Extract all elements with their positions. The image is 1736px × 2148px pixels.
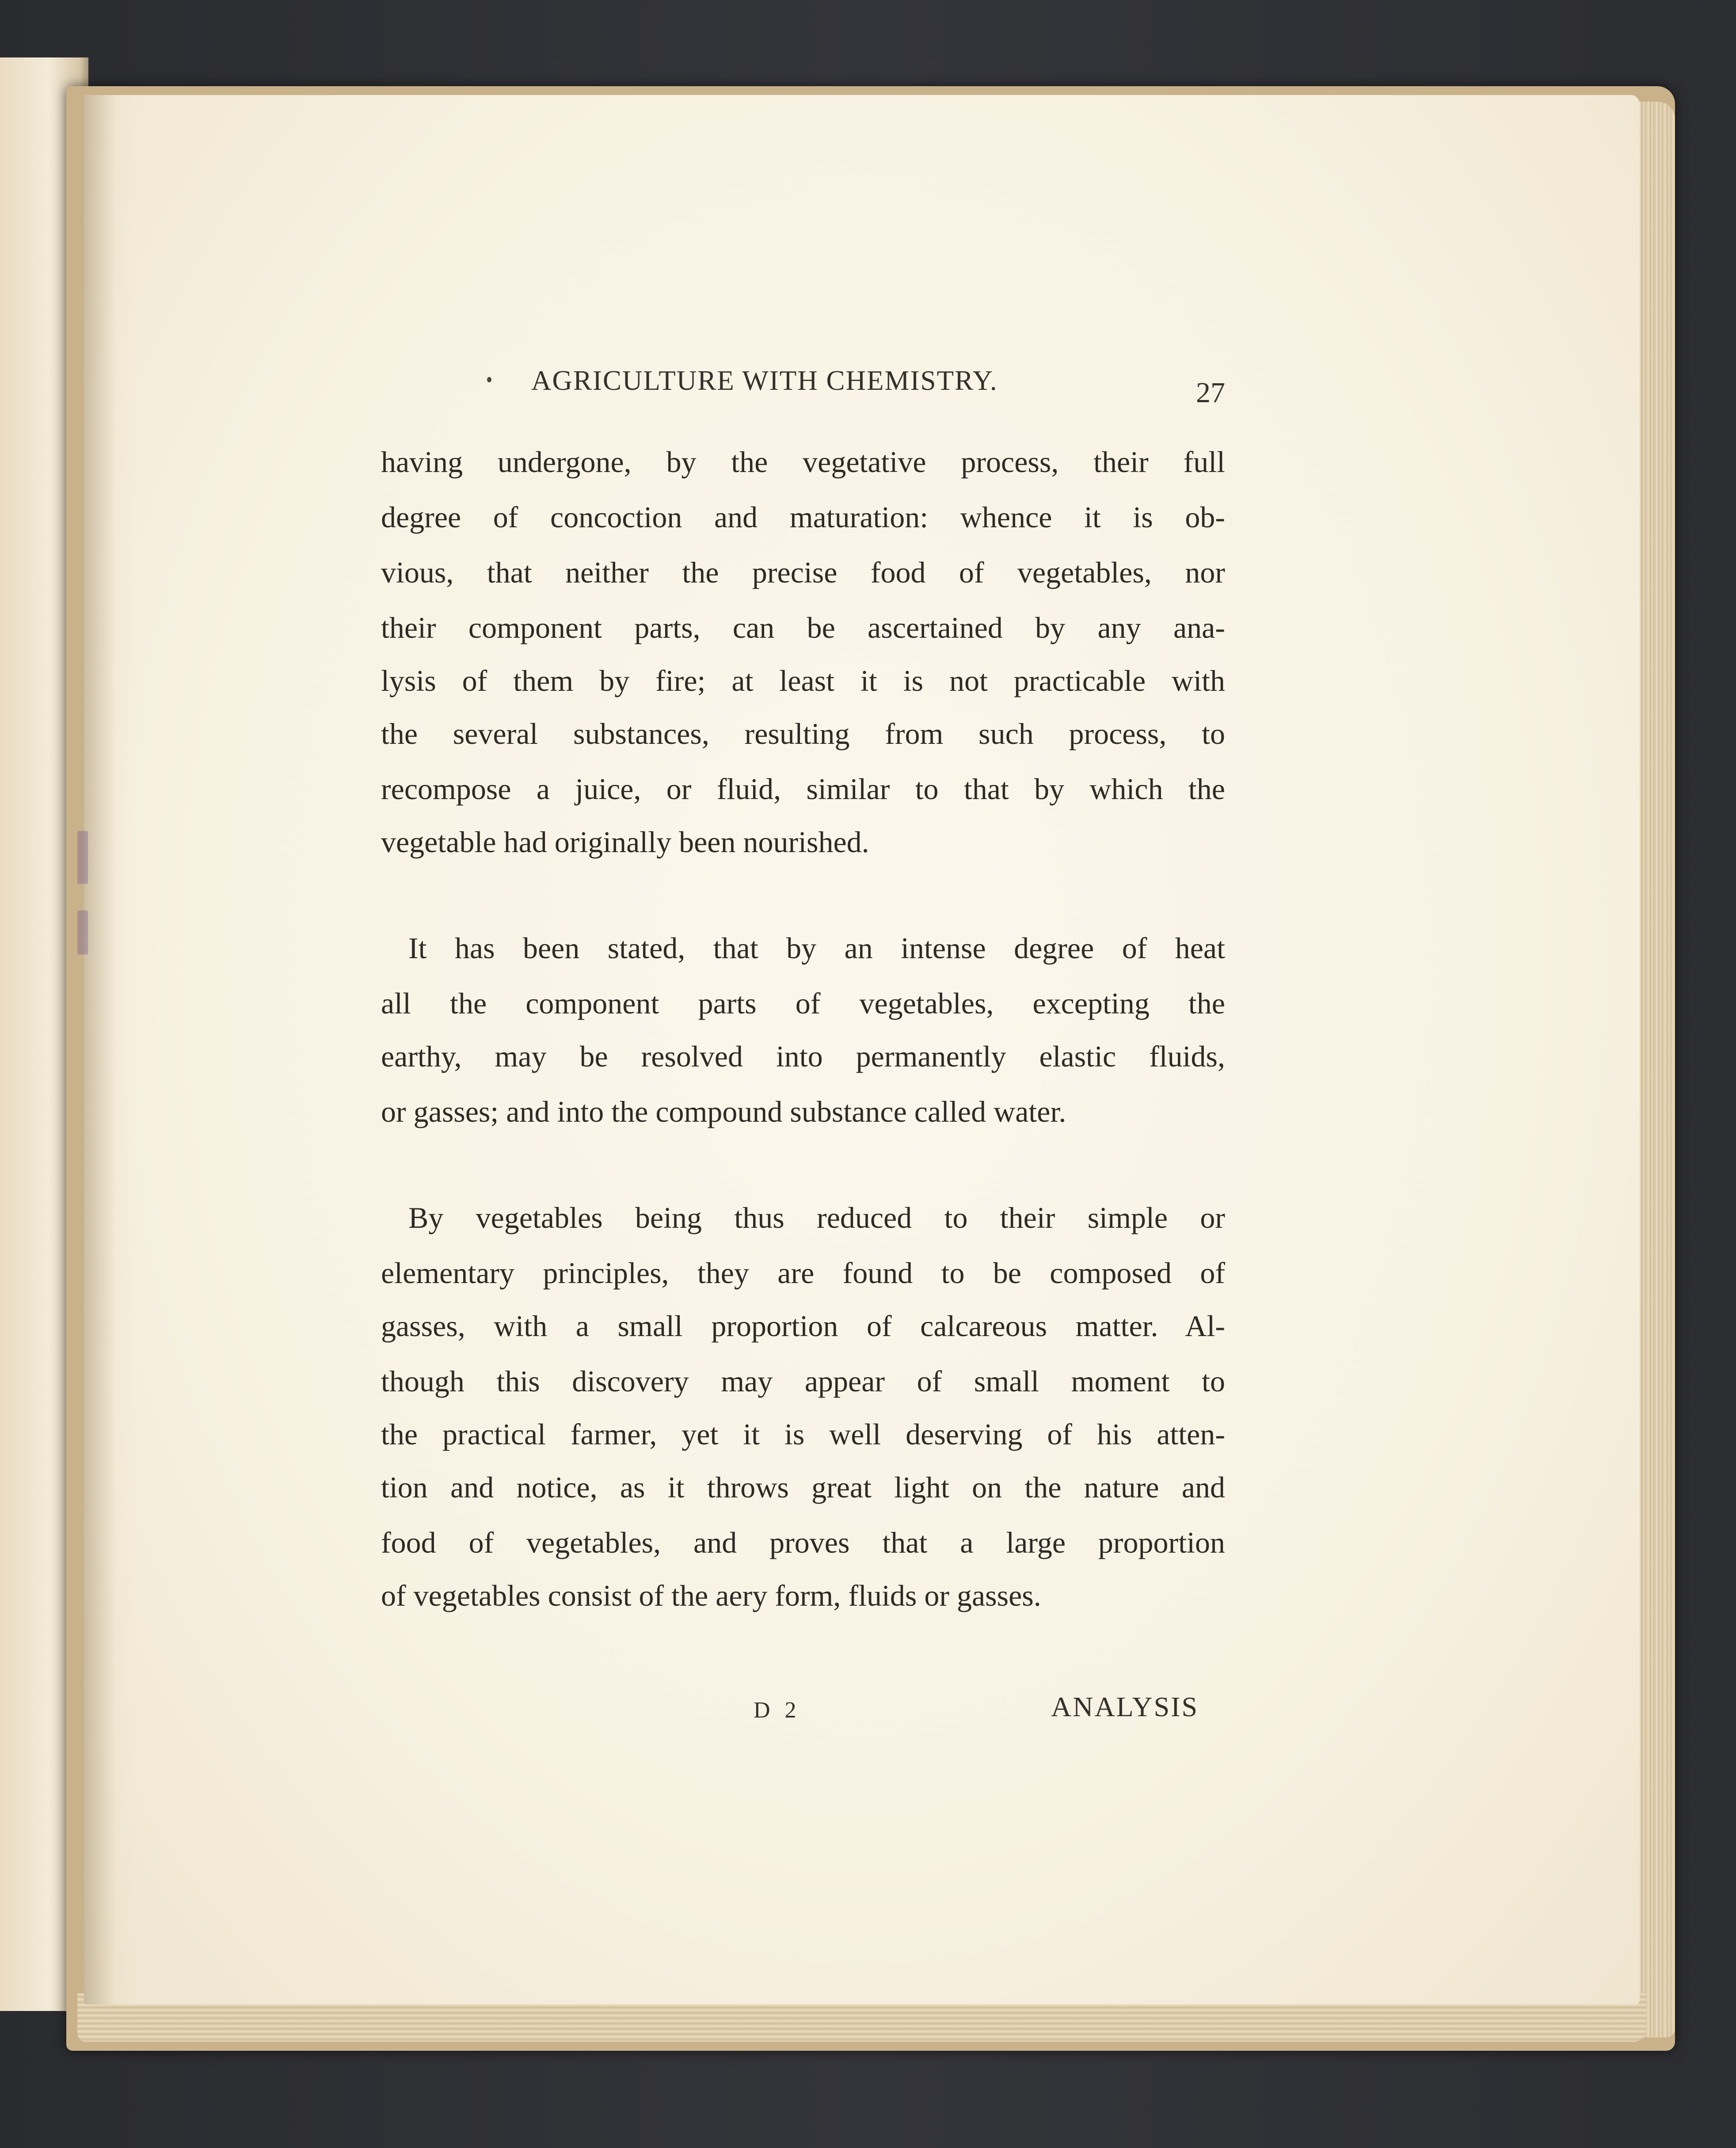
text-line: elementary principles, they are found to be composed of — [381, 1256, 1225, 1290]
text-line: having undergone, by the vegetative process, their full — [381, 445, 1225, 479]
text-line: recompose a juice, or fluid, similar to that by which the — [381, 772, 1225, 806]
text-line: gasses, with a small proportion of calcareous matter. Al- — [381, 1309, 1225, 1343]
text-line: the practical farmer, yet it is well deserving of his atten- — [381, 1417, 1225, 1451]
text-line: food of vegetables, and proves that a large proportion — [381, 1526, 1225, 1559]
text-line: all the component parts of vegetables, excepting the — [381, 986, 1225, 1020]
text-line: or gasses; and into the compound substance called water. — [381, 1095, 1066, 1128]
text-line: of vegetables consist of the aery form, fluids or gasses. — [381, 1579, 1041, 1612]
gutter-shadow — [84, 95, 137, 2004]
ornament-dot — [487, 377, 491, 382]
text-line: their component parts, can be ascertained by any ana- — [381, 611, 1225, 644]
text-line: the several substances, resulting from such process, to — [381, 717, 1225, 750]
library-stamp-mark — [77, 831, 88, 884]
text-line: earthy, may be resolved into permanently elastic fluids, — [381, 1040, 1225, 1073]
text-line: though this discovery may appear of small moment to — [381, 1364, 1225, 1398]
text-line: degree of concoction and maturation: whence it is ob- — [381, 500, 1225, 534]
running-head — [381, 365, 1225, 409]
text-line: vegetable had originally been nourished. — [381, 825, 869, 859]
text-line: It has been stated, that by an intense degree of heat — [408, 931, 1225, 965]
library-stamp-mark — [77, 910, 88, 955]
text-line: vious, that neither the precise food of vegetables, nor — [381, 556, 1225, 589]
running-head-title: AGRICULTURE WITH CHEMISTRY. — [531, 365, 998, 396]
signature-mark: D 2 — [754, 1698, 801, 1723]
text-line: By vegetables being thus reduced to their simple or — [408, 1201, 1225, 1234]
text-line: tion and notice, as it throws great light on the nature and — [381, 1470, 1225, 1504]
catchword: ANALYSIS — [1051, 1691, 1199, 1722]
page-number: 27 — [1196, 377, 1225, 409]
text-line: lysis of them by fire; at least it is not practicable with — [381, 664, 1225, 697]
